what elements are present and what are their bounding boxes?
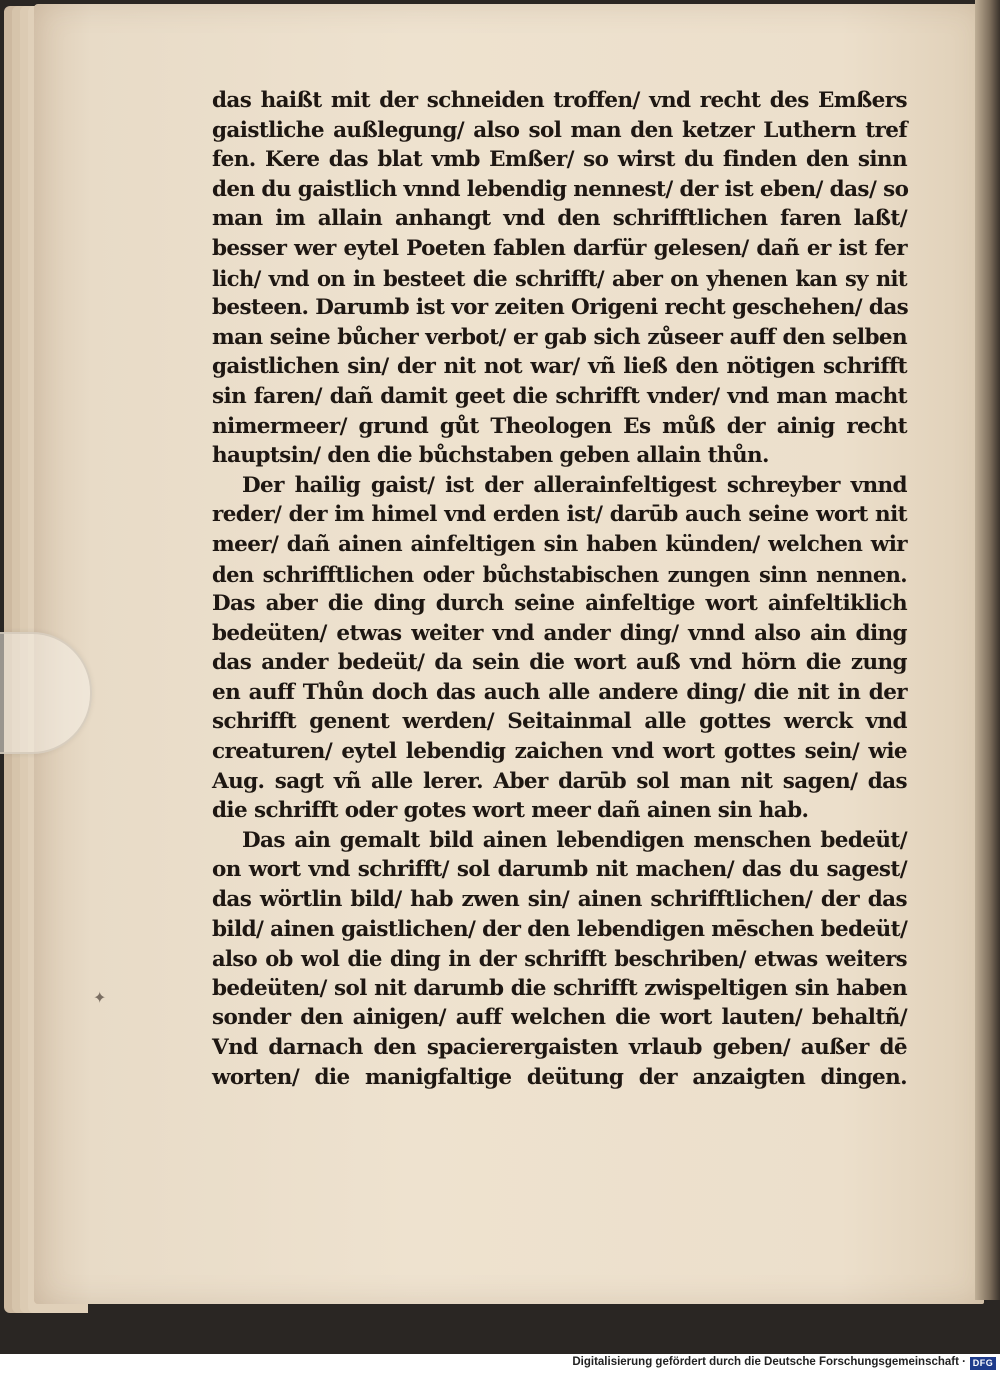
text-line: das wörtlin bild/ hab zwen sin/ ainen schrifftlichen/ der das — [212, 887, 907, 913]
text-line: creaturen/ eytel lebendig zaichen vnd wort gottes sein/ wie — [212, 739, 907, 765]
text-line: Der hailig gaist/ ist der allerainfeltigest schreyber vnnd — [242, 472, 907, 498]
text-line: bild/ ainen gaistlichen/ der den lebendigen mēschen bedeüt/ — [212, 916, 908, 942]
text-line: lich/ vnd on in besteet die schrifft/ aber on yhenen kan sy nit — [212, 265, 907, 291]
text-line: sin faren/ dañ damit geet die schrifft vnder/ vnd man macht — [212, 383, 907, 409]
text-line: Aug. sagt vñ alle lerer. Aber darūb sol man nit sagen/ das — [212, 768, 907, 794]
text-line: gaistlichen sin/ der nit not war/ vñ ließ den nötigen schrifft — [212, 354, 907, 380]
text-line: die schrifft oder gotes wort meer dañ ainen sin hab. — [212, 798, 809, 824]
text-line: das haißt mit der schneiden troffen/ vnd recht des Emßers — [212, 88, 907, 113]
text-line: sonder den ainigen/ auff welchen die wort lauten/ behaltñ/ — [212, 1005, 907, 1031]
text-line: Vnd darnach den spacierergaisten vrlaub geben/ außer dē — [212, 1035, 907, 1060]
text-line: schrifft genent werden/ Seitainmal alle gottes werck vnd — [212, 709, 907, 735]
book-gutter — [975, 0, 1000, 1300]
text-line: bedeüten/ sol nit darumb die schrifft zwispeltigen sin haben — [212, 975, 907, 1001]
text-line: gaistliche außlegung/ also sol man den ketzer Luthern tref — [212, 117, 907, 143]
printed-text-block — [212, 86, 907, 1092]
text-line: Das ain gemalt bild ainen lebendigen menschen bedeüt/ — [242, 827, 907, 853]
text-line: also ob wol die ding in der schrifft beschriben/ etwas weiters — [212, 946, 907, 972]
text-line: meer/ dañ ainen ainfeltigen sin haben künden/ welchen wir — [212, 531, 907, 557]
credit-separator: · — [962, 1356, 966, 1368]
digitization-credit-bar — [0, 1354, 1000, 1373]
text-line: reder/ der im himel vnd erden ist/ darūb auch seine wort nit — [212, 502, 907, 528]
text-line: hauptsin/ den die bůchstaben geben allain thůn. — [212, 443, 769, 469]
text-line: das ander bedeüt/ da sein die wort auß vnd hörn die zung — [212, 650, 907, 676]
text-line: worten/ die manigfaltige deütung der anzaigten dingen. — [212, 1064, 907, 1090]
text-line: den schrifftlichen oder bůchstabischen zungen sinn nennen. — [212, 561, 907, 587]
margin-mark: ✦ — [93, 988, 107, 1007]
text-line: man seine bůcher verbot/ er gab sich zůseer auff den selben — [212, 324, 907, 350]
text-line: en auff Thůn doch das auch alle andere ding/ die nit in der — [212, 679, 907, 705]
text-line: besteen. Darumb ist vor zeiten Origeni recht geschehen/ das — [212, 295, 909, 321]
text-line: on wort vnd schrifft/ sol darumb nit machen/ das du sagest/ — [212, 857, 907, 883]
text-line: besser wer eytel Poeten fablen darfür gelesen/ dañ er ist fer — [212, 235, 907, 261]
credit-text — [572, 1356, 966, 1368]
credit-label: Digitalisierung gefördert durch die Deutsche Forschungsgemeinschaft — [572, 1356, 959, 1368]
text-line: den du gaistlich vnnd lebendig nennest/ der ist eben/ das/ so — [212, 176, 909, 202]
text-line: Das aber die ding durch seine ainfeltige wort ainfeltiklich — [212, 591, 907, 617]
text-line: man im allain anhangt vnd den schrifftlichen faren laßt/ — [212, 206, 907, 232]
dfg-logo: DFG — [970, 1357, 996, 1370]
text-line: nimermeer/ grund gůt Theologen Es můß der ainig recht — [212, 413, 907, 439]
text-line: fen. Kere das blat vmb Emßer/ so wirst du finden den sinn — [212, 147, 907, 173]
text-line: bedeüten/ etwas weiter vnd ander ding/ vnnd also ain ding — [212, 620, 907, 646]
